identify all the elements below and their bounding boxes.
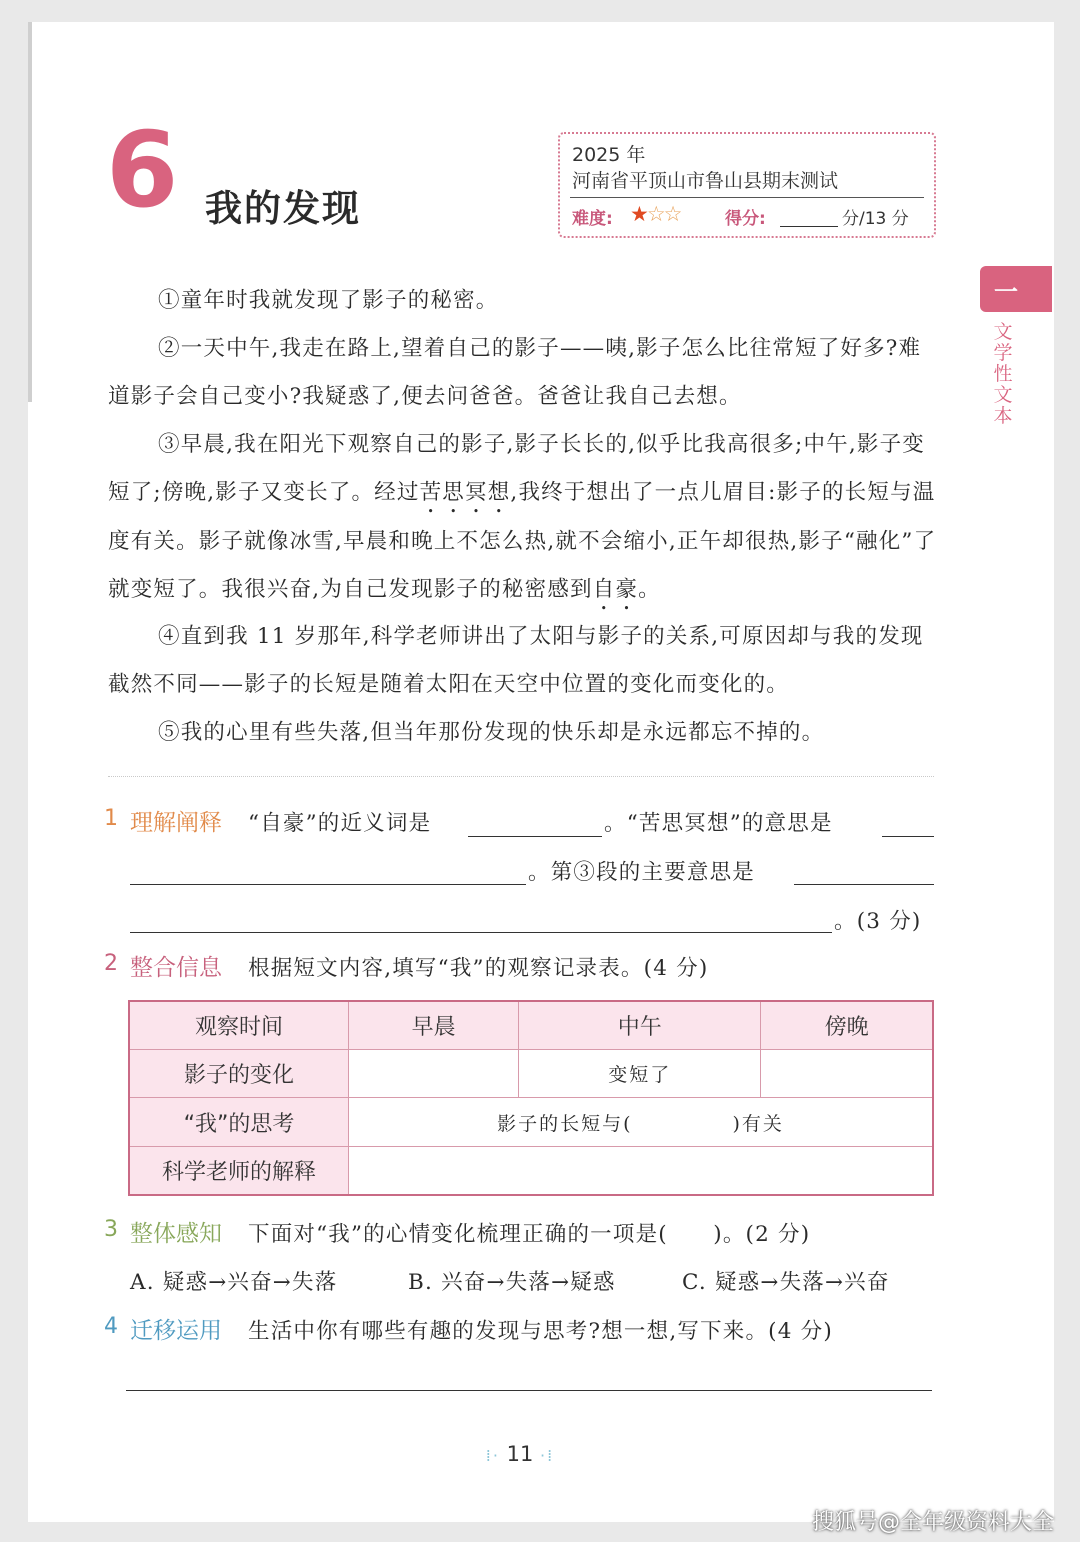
p3-text-c: 。 [638,577,661,602]
thinking-text-a: 影子的长短与( [497,1112,633,1135]
q3-option-b[interactable]: B. 兴奋→失落→疑惑 [408,1270,616,1295]
q3-option-c[interactable]: C. 疑惑→失落→兴奋 [682,1270,890,1295]
q1-text-b: 。“苦思冥想”的意思是 [604,811,833,836]
p3-emphasis-1: 苦思冥想 [419,480,511,505]
table-row [129,1146,933,1195]
passage-paragraph-3 [108,421,938,615]
table-header-cell: 傍晚 [761,1001,933,1050]
q3-option-a[interactable]: A. 疑惑→兴奋→失落 [130,1270,338,1295]
q1-blank-meaning-1[interactable] [882,836,934,837]
table-row [129,1050,933,1098]
q1-blank-meaning-2[interactable] [130,884,526,885]
q1-text-d: 。(3 分) [834,909,922,934]
q1-number: 1 [104,806,118,831]
watermark: 搜狐号@全年级资料大全 [811,1510,1054,1535]
page-number-text: 11 [506,1442,534,1466]
p3-emphasis-2: 自豪 [592,577,639,602]
star-empty-icon: ☆☆ [646,202,681,226]
passage-paragraph-4: ④直到我 11 岁那年,科学老师讲出了太阳与影子的关系,可原因却与我的发现截然不同——影子的长短是随着太阳在天空中位置的变化而变化的。 [108,624,924,697]
lesson-number: 6 [106,109,179,231]
q3-text: 下面对“我”的心情变化梳理正确的一项是( )。(2 分) [248,1222,811,1247]
table-header-cell: 早晨 [349,1001,519,1050]
passage-paragraph-1: ①童年时我就发现了影子的秘密。 [158,288,499,313]
q1-blank-main-idea-1[interactable] [794,884,934,885]
page-deco-left-icon: ⁞· [485,1446,500,1465]
test-year: 2025 年 [572,144,646,166]
answer-cell-teacher-explanation[interactable] [349,1146,934,1195]
observation-table [128,1000,934,1196]
test-info-box [558,132,936,238]
score-label: 得分: [725,209,766,229]
score-total: 分/13 分 [842,209,909,229]
q1-blank-main-idea-2[interactable] [130,932,832,933]
p3-text-a: ③早晨,我在阳光下观察自己的影子,影子长长的,似乎比我高很多;中午,影子变短了;傍晚,影子又变长了。经过 [108,432,925,505]
section-tab-text: 一 [994,278,1018,306]
test-source: 河南省平顶山市鲁山县期末测试 [572,170,839,192]
cell-noon-value: 变短了 [519,1050,761,1098]
passage-paragraph-5: ⑤我的心里有些失落,但当年那份发现的快乐却是永远都忘不掉的。 [158,720,825,745]
table-header-row [129,1001,933,1050]
thinking-cell[interactable] [349,1098,934,1146]
row-label-teacher-explanation: 科学老师的解释 [129,1146,349,1195]
difficulty-label: 难度: [572,209,613,229]
q1-text-a: “自豪”的近义词是 [248,811,432,836]
q3-tag: 整体感知 [130,1221,222,1247]
page-deco-right-icon: ·⁞ [540,1446,555,1465]
star-filled-icon: ★ [630,202,647,226]
table-row [129,1098,933,1146]
lesson-title: 我的发现 [205,187,361,230]
q4-text: 生活中你有哪些有趣的发现与思考?想一想,写下来。(4 分) [248,1319,833,1344]
score-blank[interactable] [780,226,838,227]
q2-text: 根据短文内容,填写“我”的观察记录表。(4 分) [248,956,709,981]
q1-text-c: 。第③段的主要意思是 [528,860,756,885]
passage-paragraph-2: ②一天中午,我走在路上,望着自己的影子——咦,影子怎么比往常短了好多?难道影子会自己变小?我疑惑了,便去问爸爸。爸爸让我自己去想。 [108,336,922,409]
q3-number: 3 [104,1217,118,1242]
section-tab [980,266,1052,312]
worksheet-page [28,22,1054,1522]
p3-text-b: ,我终于想出了一点儿眉目:影子的长短与温度有关。影子就像冰雪,早晨和晚上不怎么热,就不会缩小,正午却很热,影子“融化”了就变短了。我很兴奋,为自己发现影子的秘密感到 [108,480,937,602]
q4-answer-line[interactable] [126,1390,932,1391]
q4-number: 4 [104,1314,118,1339]
info-divider [570,197,924,198]
page-number [470,1442,570,1466]
table-header-cell: 中午 [519,1001,761,1050]
q2-tag: 整合信息 [130,955,222,981]
section-label: 文学性文本 [993,321,1013,427]
table-header-cell: 观察时间 [129,1001,349,1050]
section-divider [108,776,934,777]
row-label-shadow-change: 影子的变化 [129,1050,349,1098]
q4-tag: 迁移运用 [130,1318,222,1344]
row-label-my-thinking: “我”的思考 [129,1098,349,1146]
page-edge-shadow [28,22,32,402]
q1-blank-synonym[interactable] [468,836,602,837]
answer-cell-evening[interactable] [761,1050,933,1098]
thinking-text-b: )有关 [732,1112,784,1135]
difficulty-stars [630,202,680,226]
q1-tag: 理解阐释 [130,810,222,836]
q2-number: 2 [104,951,118,976]
answer-cell-morning[interactable] [349,1050,519,1098]
